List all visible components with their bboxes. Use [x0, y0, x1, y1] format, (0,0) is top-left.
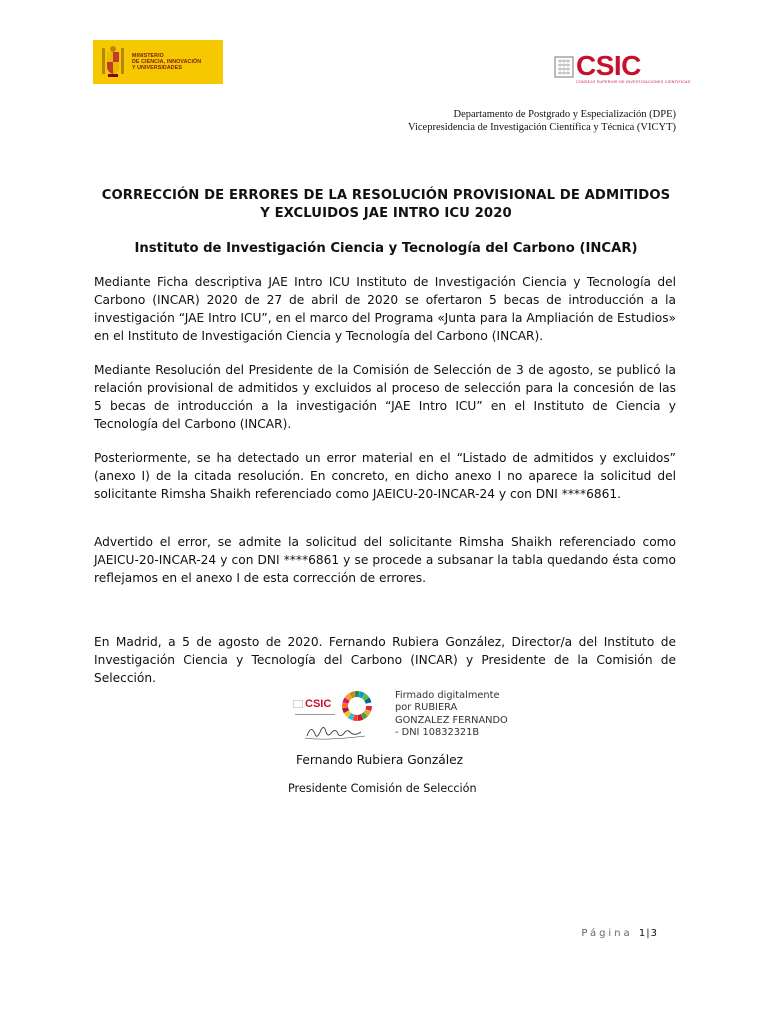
paragraph-place-date: En Madrid, a 5 de agosto de 2020. Fernando Rubiera González, Director/a del Instituto de Investigación Ciencia y Tecnología del Carbono (INCAR) y Presidente de la Comisión de Selección. — [94, 635, 676, 685]
dept-line-vicyt: Vicepresidencia de Investigación Científica y Técnica (VICYT) — [408, 122, 676, 133]
dept-line-dpe: Departamento de Postgrado y Especialización (DPE) — [453, 109, 676, 120]
page-number — [581, 928, 658, 939]
page-separator: | — [646, 928, 651, 939]
stamp-csic-logo: CSIC — [305, 698, 332, 710]
ministry-logo — [93, 40, 223, 84]
document-subtitle: Instituto de Investigación Ciencia y Tecnología del Carbono (INCAR) — [134, 241, 638, 256]
paragraph-background: Mediante Ficha descriptiva JAE Intro ICU Instituto de Investigación Ciencia y Tecnología del Carbono (INCAR) 2020 de 27 de abril de 2020 se ofertaron 5 becas de introducción a la investigación “JAE Intro ICU”, en el marco del Programa «Junta para la Ampliación de Estudios» en el Instituto de Investigación Ciencia y Tecnología del Carbono (INCAR). — [94, 275, 676, 343]
page-label: Página — [581, 928, 633, 939]
document-title: CORRECCIÓN DE ERRORES DE LA RESOLUCIÓN PROVISIONAL DE ADMITIDOS Y EXCLUIDOS JAE INTRO ICU 2020 — [101, 188, 671, 221]
spain-coat-of-arms-icon — [99, 44, 127, 80]
signer-role: Presidente Comisión de Selección — [288, 782, 477, 795]
csic-wordmark: CSIC — [576, 50, 641, 81]
signer-name: Fernando Rubiera González — [296, 753, 464, 767]
csic-subtitle: CONSEJO SUPERIOR DE INVESTIGACIONES CIENTÍFICAS — [576, 80, 691, 84]
digital-signature-stamp — [293, 688, 553, 750]
paragraph-correction: Advertido el error, se admite la solicitud del solicitante Rimsha Shaikh referenciado como JAEICU-20-INCAR-24 y con DNI ****6861 y se procede a subsanar la tabla quedando ésta como reflejamos en el anexo I de esta corrección de errores. — [94, 535, 676, 585]
csic-small-emblem-icon — [293, 700, 303, 708]
csic-emblem-icon — [554, 56, 574, 78]
sdg-wheel-icon — [341, 690, 373, 722]
handwritten-signature-icon — [303, 722, 373, 742]
paragraph-resolution: Mediante Resolución del Presidente de la Comisión de Selección de 3 de agosto, se publicó la relación provisional de admitidos y excluidos al proceso de selección para la concesión de las 5 becas de introducción a la investigación “JAE Intro ICU” en el Instituto de Ciencia y Tecnología del Carbono (INCAR). — [94, 363, 676, 431]
department-header — [408, 108, 676, 134]
page-total: 3 — [650, 928, 658, 939]
digital-signature-text: Firmado digitalmente por RUBIERA GONZALEZ FERNANDO - DNI 10832321B — [395, 690, 508, 739]
page-current: 1 — [638, 928, 647, 939]
csic-logo — [554, 50, 691, 86]
ministry-name: MINISTERIO DE CIENCIA, INNOVACIÓN Y UNIVERSIDADES — [132, 52, 202, 72]
paragraph-error-detected: Posteriormente, se ha detectado un error material en el “Listado de admitidos y excluidos” (anexo I) de la citada resolución. En concreto, en dicho anexo I no aparece la solicitud del solicitante Rimsha Shaikh referenciado como JAEICU-20-INCAR-24 y con DNI ****6861. — [94, 451, 676, 501]
stamp-divider — [295, 714, 335, 716]
